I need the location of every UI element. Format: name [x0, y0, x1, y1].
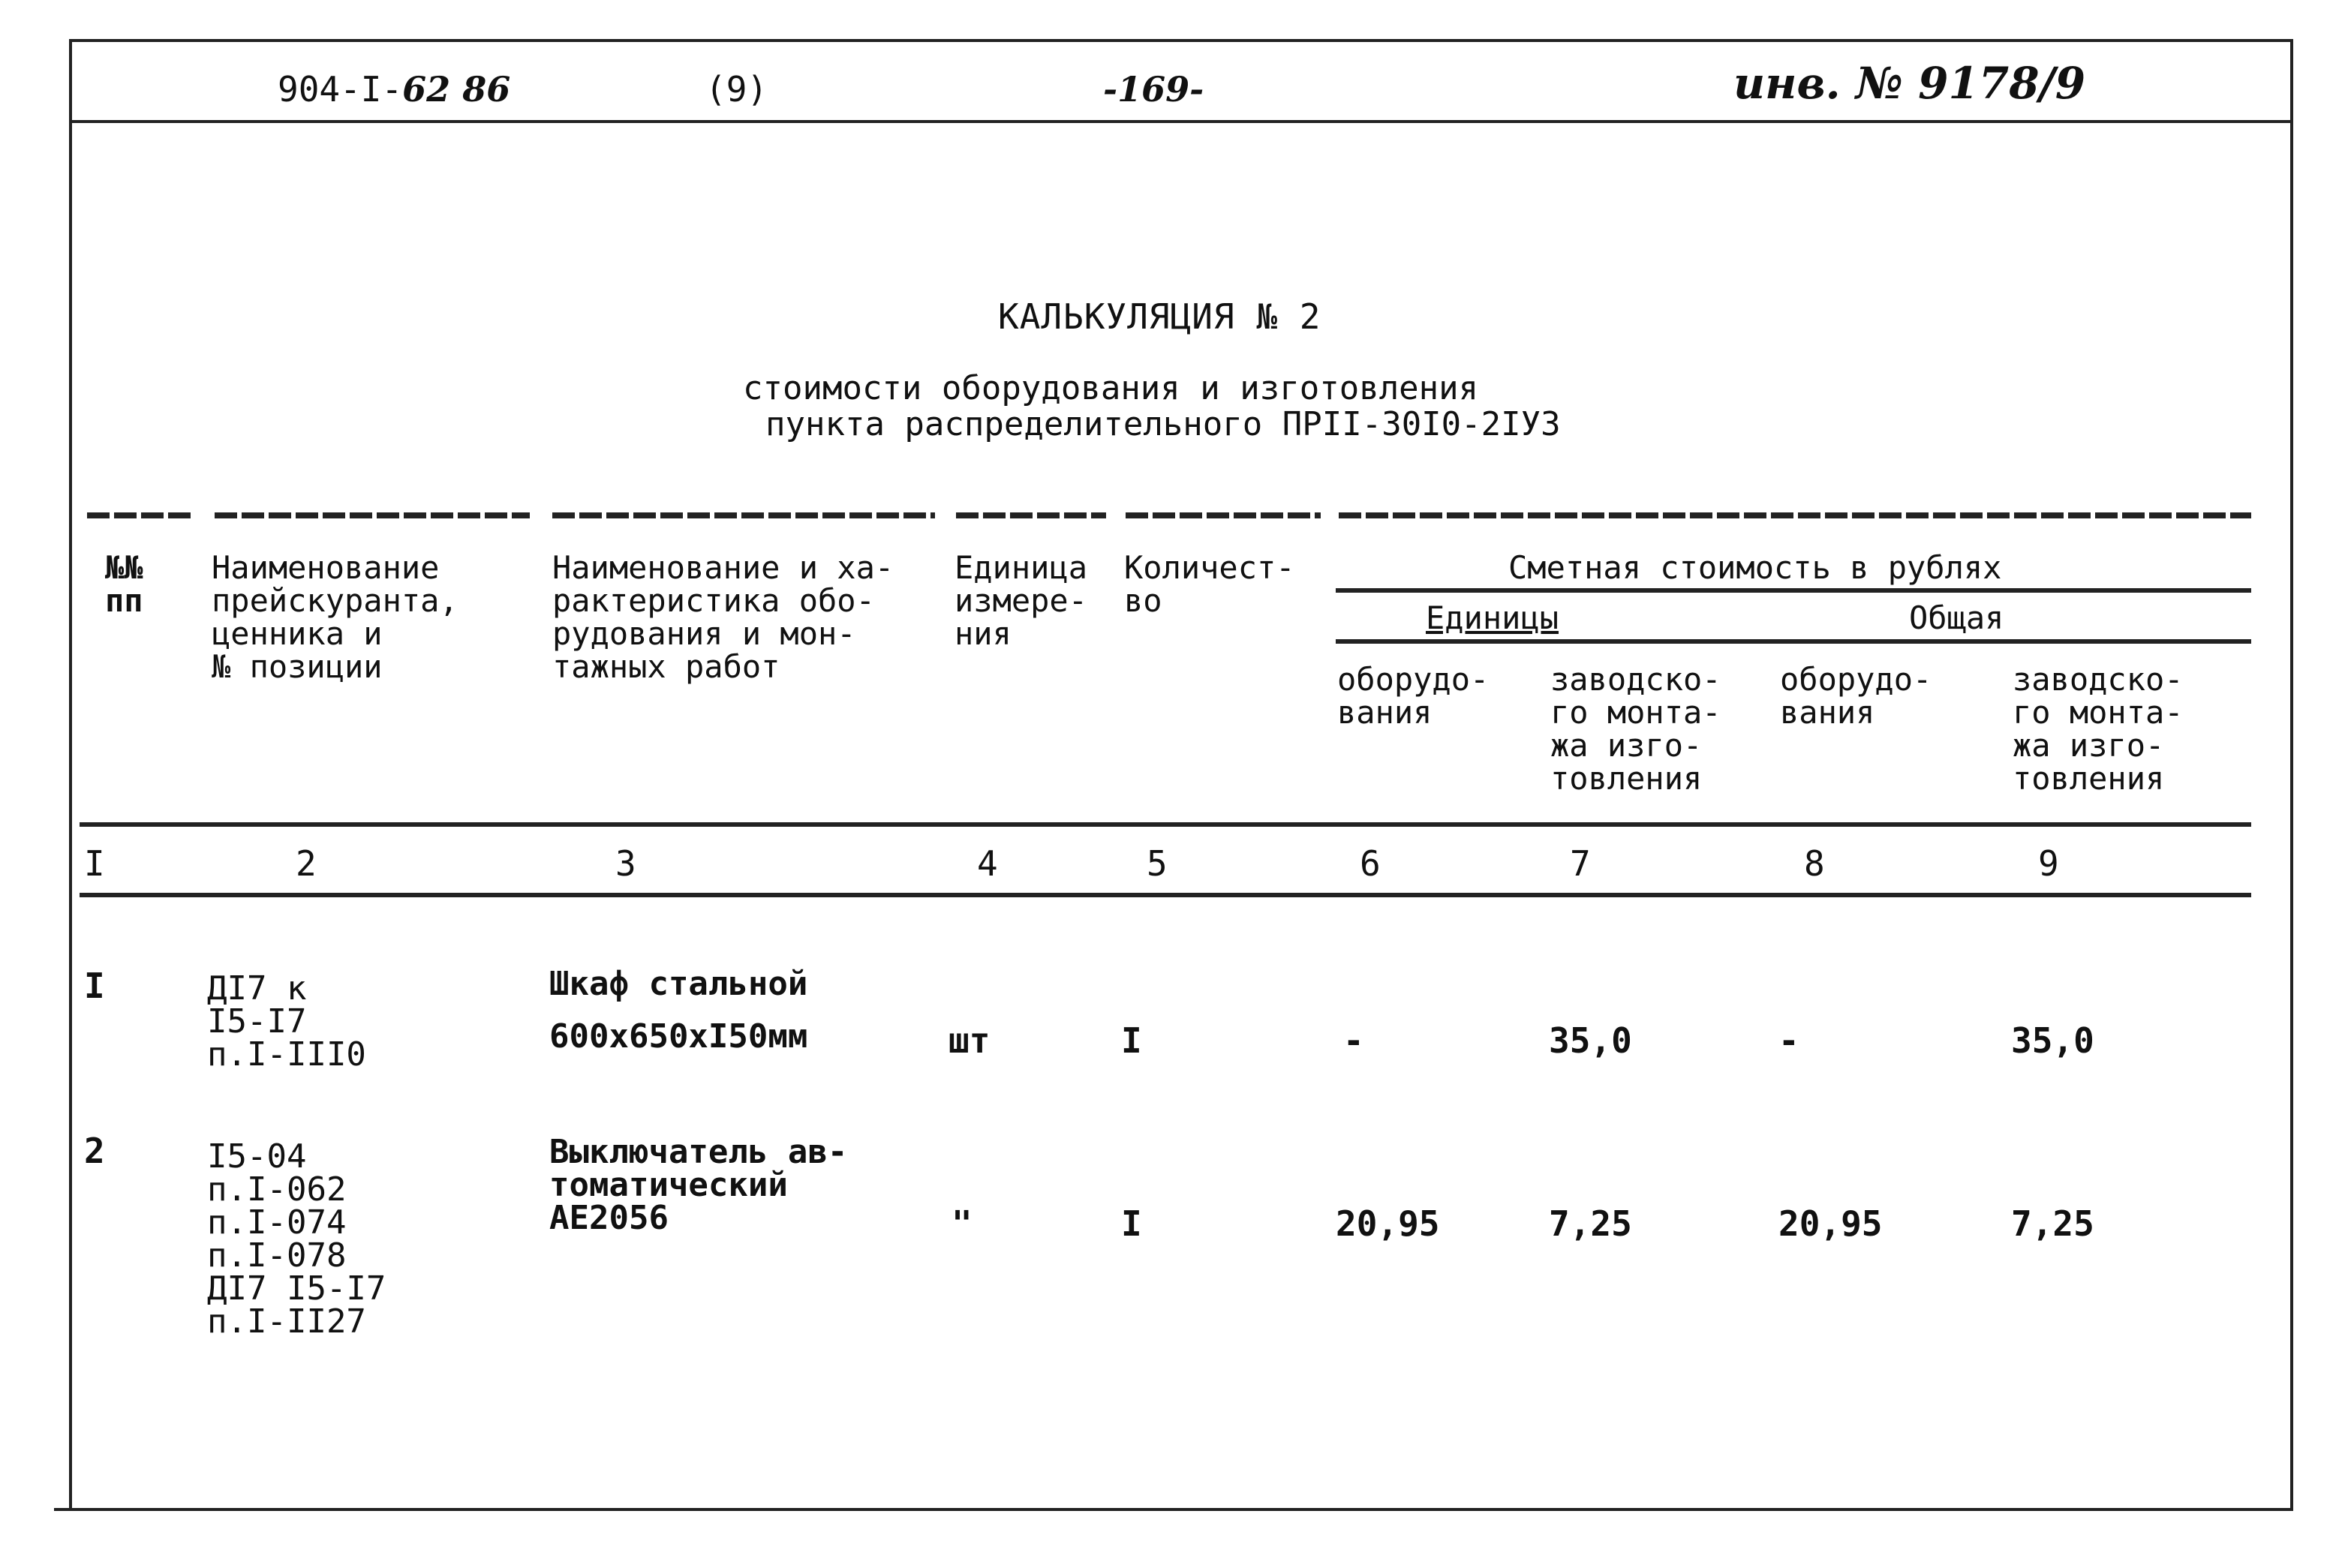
row-2-qty: I: [1121, 1203, 1142, 1244]
col-number-2: 2: [296, 843, 317, 884]
row-2-total-mounting: 7,25: [2011, 1203, 2094, 1244]
row-1-total-mounting: 35,0: [2011, 1020, 2094, 1061]
table-top-rule-c2: [215, 512, 530, 518]
frame-bottom-line: [54, 1508, 2293, 1511]
inventory-number: инв. № 9178/9: [1733, 58, 2086, 109]
col-number-9: 9: [2038, 843, 2059, 884]
row-2-pricelist: I5-04 п.I-062 п.I-074 п.I-078 ДI7 I5-I7 п.I-II27: [207, 1137, 386, 1341]
col-number-7: 7: [1570, 843, 1591, 884]
row-1-no: I: [84, 966, 105, 1006]
col-header-8: оборудо- вания: [1780, 661, 1932, 731]
row-1-pricelist: ДI7 к I5-I7 п.I-III0: [207, 969, 366, 1074]
row-1-name-line-2: 600x650xI50мм: [549, 1017, 808, 1056]
row-2-name: Выключатель ав- томатический АЕ2056: [549, 1133, 848, 1237]
doc-code-printed: 904-I-: [278, 69, 403, 110]
header-rule: [72, 120, 2290, 123]
col-header-5: Количест- во: [1124, 549, 1295, 619]
frame-top-line: [72, 39, 2293, 42]
group-underline: [1336, 588, 2251, 593]
sheet-number: (9): [705, 69, 768, 110]
col-number-3: 3: [615, 843, 636, 884]
row-2-unit-equipment: 20,95: [1336, 1203, 1440, 1244]
row-1-total-equipment: -: [1778, 1020, 1799, 1061]
header-bottom-rule: [80, 822, 2251, 827]
col-number-4: 4: [977, 843, 998, 884]
row-2-no: 2: [84, 1131, 105, 1171]
table-top-rule-c1: [87, 512, 192, 518]
col-header-4: Единица измере- ния: [955, 549, 1088, 652]
table-top-rule-c5: [1126, 512, 1321, 518]
calculation-title: КАЛЬКУЛЯЦИЯ № 2: [998, 296, 1321, 337]
col-header-3: Наименование и ха- рактеристика обо- рудования и мон- тажных работ: [552, 549, 894, 685]
col-header-1: №№ пп: [105, 549, 143, 619]
frame-right-line: [2290, 39, 2293, 1509]
row-1-unit: шт: [949, 1020, 991, 1061]
row-2-unit: ": [952, 1203, 973, 1244]
table-top-rule-c3: [552, 512, 935, 518]
page-number: -169-: [1103, 69, 1204, 110]
subgroup-underline: [1336, 639, 2251, 644]
subtitle-line-2: пункта распределительного ПРII-30I0-2IУ3: [765, 405, 1561, 443]
col-number-6: 6: [1360, 843, 1381, 884]
col-header-2: Наименование прейскуранта, ценника и № позиции: [212, 549, 458, 685]
row-1-name-line-1: Шкаф стальной: [549, 965, 808, 1003]
table-top-rule-c4: [956, 512, 1106, 518]
doc-code: [278, 69, 511, 110]
col-number-8: 8: [1804, 843, 1825, 884]
col-number-1: I: [84, 843, 105, 884]
subtitle-line-1: стоимости оборудования и изготовления: [743, 369, 1479, 407]
col-header-sub-total: Общая: [1909, 599, 2004, 636]
col-header-sub-unit: Единицы: [1426, 599, 1559, 636]
col-header-9: заводско- го монта- жа изго- товления: [2013, 661, 2184, 797]
col-header-6: оборудо- вания: [1337, 661, 1490, 731]
col-header-7: заводско- го монта- жа изго- товления: [1550, 661, 1721, 797]
col-number-5: 5: [1147, 843, 1168, 884]
frame-left-line: [69, 39, 72, 1509]
row-1-unit-equipment: -: [1343, 1020, 1364, 1061]
table-top-rule-cost: [1339, 512, 2251, 518]
row-1-unit-mounting: 35,0: [1549, 1020, 1632, 1061]
doc-code-handwritten: 62 86: [402, 69, 511, 110]
row-2-total-equipment: 20,95: [1778, 1203, 1883, 1244]
row-1-qty: I: [1121, 1020, 1142, 1061]
col-header-group-cost: Сметная стоимость в рублях: [1508, 549, 2002, 586]
row-2-unit-mounting: 7,25: [1549, 1203, 1632, 1244]
column-numbers-rule: [80, 893, 2251, 897]
